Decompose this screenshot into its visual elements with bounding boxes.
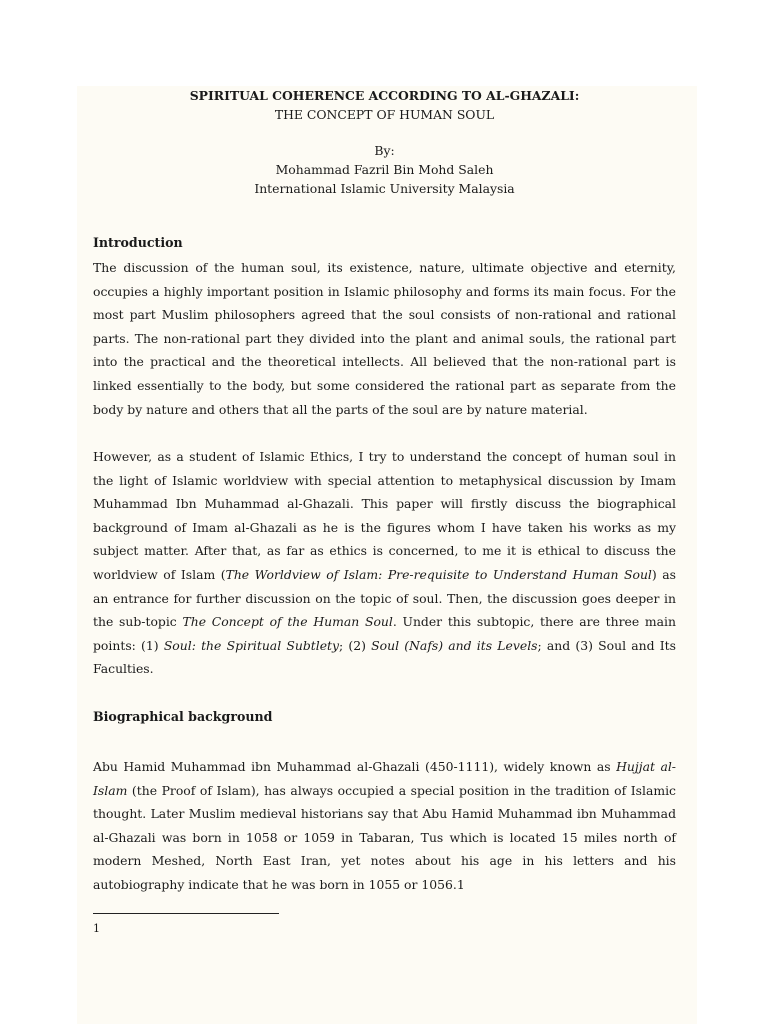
biography-paragraph-1 (93, 755, 676, 897)
intro-p2-italic-3: Soul: the Spiritual Subtlety (163, 637, 340, 653)
intro-p2-text-4: ; (2) (339, 637, 372, 653)
intro-p2-text-5: ; and (3) Soul and Its Faculties. (93, 637, 676, 677)
biography-heading: Biographical background (93, 709, 273, 724)
bio-p1-text-1: Abu Hamid Muhammad ibn Muhammad al-Ghazali (450-1111), widely known as (93, 759, 617, 774)
intro-p2-text-2: ) as an entrance for further discussion on the topic of soul. Then, the discussion goes deeper in the sub-topic (93, 566, 676, 630)
intro-p2-italic-1: The Worldview of Islam: Pre-requisite to Understand Human Soul (225, 566, 652, 582)
intro-p2-text-3: . Under this subtopic, there are three main points: (1) (93, 614, 676, 653)
author-affiliation: International Islamic University Malaysia (254, 181, 515, 196)
bio-p1-italic-1: Hujjat al-Islam (93, 759, 676, 798)
introduction-heading: Introduction (93, 235, 183, 250)
paper-subtitle: THE CONCEPT OF HUMAN SOUL (274, 107, 495, 122)
intro-p2-text-1: However, as a student of Islamic Ethics, I try to understand the concept of human soul in the light of Islamic worldview with special attention to metaphysical discussion by Imam Muhammad Ibn Muhammad al-Ghazali. This paper will firstly discuss the biographical background of Imam al-Ghazali as he is the figures whom I have taken his works as my subject matter. After that, as far as ethics is concerned, to me it is ethical to discuss the worldview of Islam ( (93, 449, 676, 582)
byline (93, 141, 676, 198)
intro-p2-italic-2: The Concept of the Human Soul (182, 614, 393, 630)
introduction-paragraph-1: The discussion of the human soul, its existence, nature, ultimate objective and eternity, occupies a highly important position in Islamic philosophy and forms its main focus. For the most part Muslim philosophers agreed that the soul consists of non-rational and rational parts. The non-rational part they divided into the plant and animal souls, the rational part into the practical and the theoretical intellects. All believed that the non-rational part is linked essentially to the body, but some considered the rational part as separate from the body by nature and others that all the parts of the soul are by nature material. (93, 260, 676, 417)
introduction-paragraph-2 (93, 445, 676, 681)
intro-p2-italic-4: Soul (Nafs) and its Levels (371, 637, 538, 653)
bio-p1-text-2: (the Proof of Islam), has always occupied a special position in the tradition of Islamic thought. Later Muslim medieval historians say that Abu Hamid Muhammad ibn Muhammad al-Ghazali was born in 1058 or 1059 in Tabaran, Tus which is located 15 miles north of modern Meshed, North East Iran, yet notes about his age in his letters and his autobiography indicate that he was born in 1055 or 1056.1 (93, 782, 676, 892)
byline-by: By: (374, 143, 395, 158)
author-name: Mohammad Fazril Bin Mohd Saleh (275, 162, 494, 177)
document-page (77, 86, 697, 1024)
footnote-separator (93, 913, 279, 914)
footnote-number: 1 (93, 922, 100, 935)
paper-title: SPIRITUAL COHERENCE ACCORDING TO AL-GHAZALI: (189, 88, 580, 103)
